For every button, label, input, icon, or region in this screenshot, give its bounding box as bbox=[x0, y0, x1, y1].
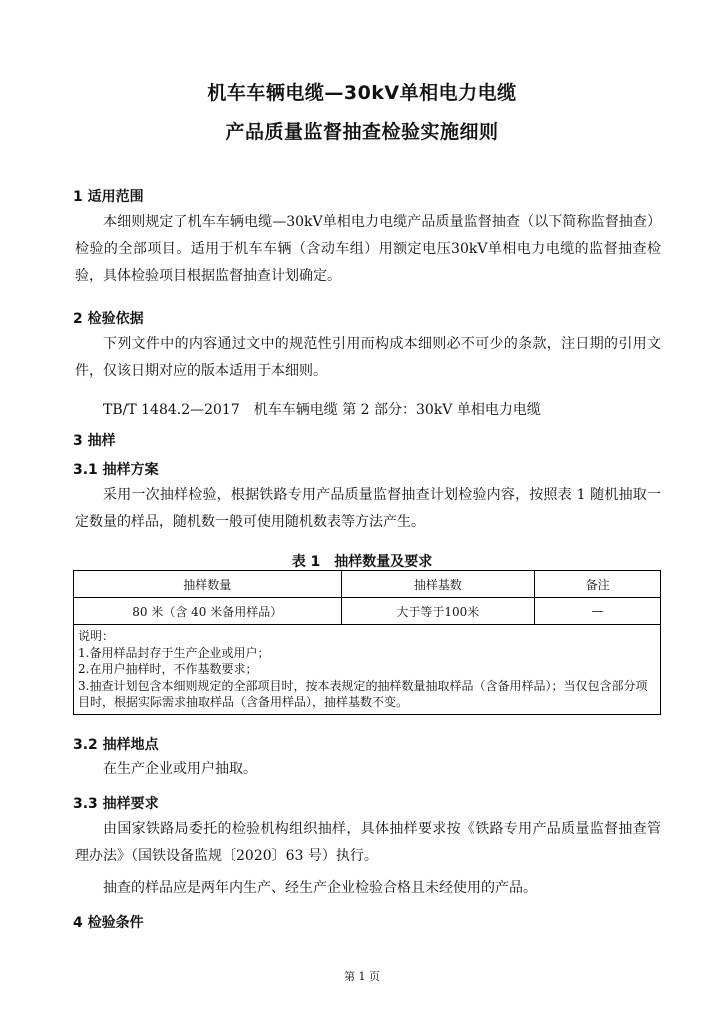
section-3-1-paragraph: 采用一次抽样检验，根据铁路专用产品质量监督抽查计划检验内容，按照表 1 随机抽取一定数量的样品，随机数一般可使用随机数表等方法产生。 bbox=[75, 487, 661, 530]
table-note-line: 3.抽查计划包含本细则规定的全部项目时，按本表规定的抽样数量抽取样品（含备用样品）；当仅包含部分项目时，根据实际需求抽取样品（含备用样品），抽样基数不变。 bbox=[78, 678, 648, 709]
table-header-cell: 备注 bbox=[535, 571, 661, 598]
sampling-table bbox=[73, 570, 661, 715]
section-3-heading: 3 抽样 bbox=[73, 433, 116, 449]
section-1-heading: 1 适用范围 bbox=[73, 189, 144, 205]
table-notes-cell bbox=[74, 625, 661, 715]
table-cell: — bbox=[535, 598, 661, 625]
section-3-1-heading: 3.1 抽样方案 bbox=[73, 462, 159, 478]
table-note-line: 2.在用户抽样时，不作基数要求； bbox=[78, 662, 258, 676]
table-note-line: 说明： bbox=[78, 629, 115, 643]
table-header-row bbox=[74, 571, 661, 598]
normative-reference: TB/T 1484.2—2017 机车车辆电缆 第 2 部分：30kV 单相电力电缆 bbox=[103, 402, 541, 418]
section-1-paragraph: 本细则规定了机车车辆电缆—30kV单相电力电缆产品质量监督抽查（以下简称监督抽查）检验的全部项目。适用于机车车辆（含动车组）用额定电压30kV单相电力电缆的监督抽查检验，具体检验项目根据监督抽查计划确定。 bbox=[75, 214, 661, 284]
table-cell: 大于等于100米 bbox=[341, 598, 535, 625]
section-4-heading: 4 检验条件 bbox=[73, 915, 144, 931]
section-3-3-paragraph-1: 由国家铁路局委托的检验机构组织抽样，具体抽样要求按《铁路专用产品质量监督抽查管理办法》（国铁设备监规〔2020〕63 号）执行。 bbox=[75, 821, 661, 864]
table-row bbox=[74, 598, 661, 625]
table-1-caption: 表 1 抽样数量及要求 bbox=[291, 554, 433, 570]
table-header-cell: 抽样数量 bbox=[74, 571, 342, 598]
page-number: 第 1 页 bbox=[344, 970, 380, 983]
section-2-paragraph: 下列文件中的内容通过文中的规范性引用而构成本细则必不可少的条款，注日期的引用文件，仅该日期对应的版本适用于本细则。 bbox=[75, 336, 661, 379]
section-3-3-paragraph-2: 抽查的样品应是两年内生产、经生产企业检验合格且未经使用的产品。 bbox=[103, 880, 537, 896]
table-note-line: 1.备用样品封存于生产企业或用户； bbox=[78, 645, 270, 660]
section-2-heading: 2 检验依据 bbox=[73, 311, 144, 327]
section-3-2-heading: 3.2 抽样地点 bbox=[73, 737, 159, 753]
table-notes-row bbox=[74, 625, 661, 715]
section-3-3-heading: 3.3 抽样要求 bbox=[73, 796, 159, 812]
table-cell: 80 米（含 40 米备用样品） bbox=[74, 598, 342, 625]
table-header-cell: 抽样基数 bbox=[341, 571, 535, 598]
document-title-line-2: 产品质量监督抽查检验实施细则 bbox=[225, 121, 499, 143]
document-title-line-1: 机车车辆电缆—30kV单相电力电缆 bbox=[207, 82, 517, 104]
section-3-2-paragraph: 在生产企业或用户抽取。 bbox=[103, 761, 257, 777]
